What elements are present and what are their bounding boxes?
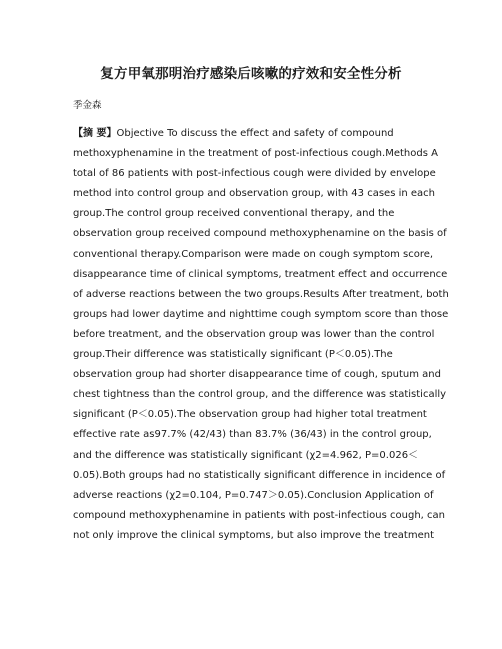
abstract-line: chest tightness than the control group, and the difference was statistically	[73, 389, 447, 401]
abstract-line: before treatment, and the observation group was lower than the control	[73, 328, 435, 340]
abstract-line: of adverse reactions between the two groups.Results After treatment, both	[73, 288, 449, 300]
abstract-line: observation group received compound methoxyphenamine on the basis of	[73, 228, 447, 240]
abstract-line: conventional therapy.Comparison were made on cough symptom score,	[73, 248, 434, 260]
abstract-line: disappearance time of clinical symptoms, treatment effect and occurrence	[73, 268, 448, 280]
abstract-line: group.The control group received conventional therapy, and the	[73, 208, 395, 220]
abstract-line: adverse reactions (χ2=0.104, P=0.747＞0.05).Conclusion Application of	[73, 489, 434, 501]
abstract-line: 0.05).Both groups had no statistically significant difference in incidence of	[73, 469, 446, 481]
abstract-line: methoxyphenamine in the treatment of post-infectious cough.Methods A	[73, 148, 438, 160]
abstract-line	[73, 124, 435, 144]
abstract-line: significant (P＜0.05).The observation group had higher total treatment	[73, 409, 427, 421]
abstract-line: observation group had shorter disappearance time of cough, sputum and	[73, 369, 441, 381]
paper-title: 复方甲氧那明治疗感染后咳嗽的疗效和安全性分析	[100, 66, 402, 82]
abstract-line: group.Their difference was statistically significant (P＜0.05).The	[73, 349, 393, 361]
author-name: 季金森	[73, 100, 102, 111]
abstract-line: and the difference was statistically significant (χ2=4.962, P=0.026＜	[73, 449, 419, 461]
abstract	[73, 124, 449, 546]
abstract-line: effective rate as97.7% (42/43) than 83.7% (36/43) in the control group,	[73, 429, 432, 441]
abstract-line-text: Objective To discuss the effect and safety of compound	[116, 128, 394, 139]
abstract-line: method into control group and observation group, with 43 cases in each	[73, 188, 435, 200]
abstract-line: groups had lower daytime and nighttime cough symptom score than those	[73, 308, 449, 320]
abstract-line: compound methoxyphenamine in patients with post-infectious cough, can	[73, 509, 445, 521]
abstract-line: total of 86 patients with post-infectious cough were divided by envelope	[73, 168, 436, 180]
abstract-line: not only improve the clinical symptoms, but also improve the treatment	[73, 529, 435, 541]
abstract-label: 【摘 要】	[73, 128, 117, 139]
